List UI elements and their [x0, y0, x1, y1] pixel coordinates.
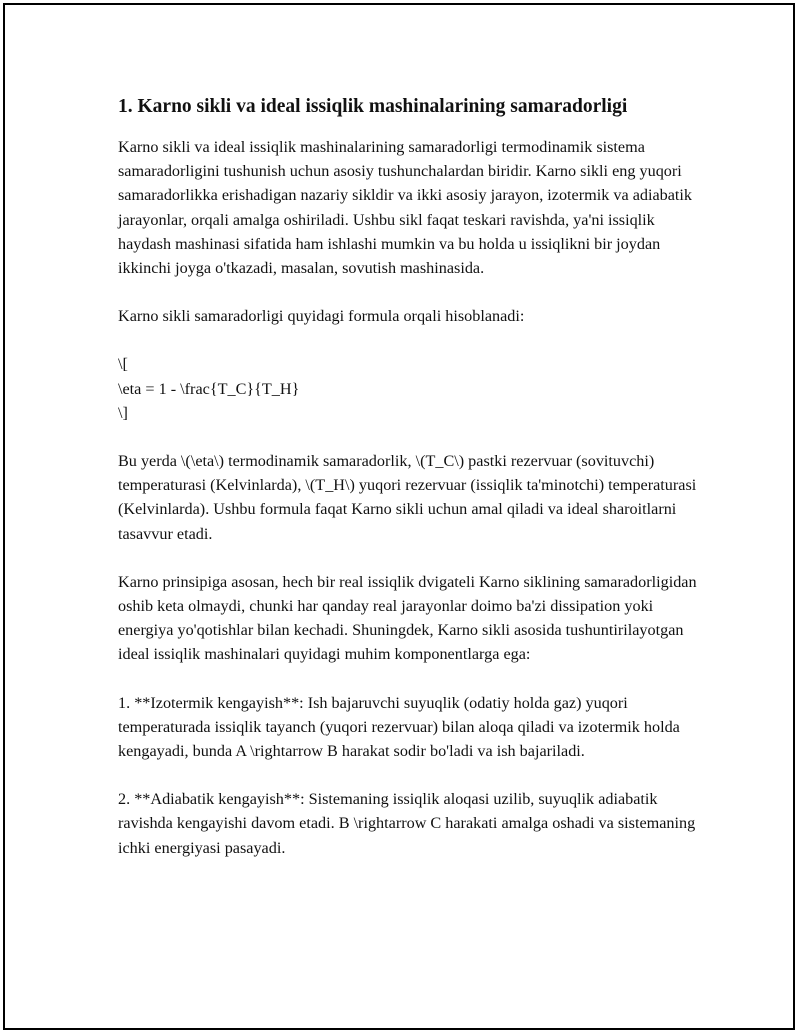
list-item-isothermal-expansion: 1. **Izotermik kengayish**: Ish bajaruvchi suyuqlik (odatiy holda gaz) yuqori temperaturada issiqlik tayanch (yuqori rezervuar) bilan aloqa qiladi va izotermik holda kengayadi, bunda A \rightarrow B harakat sodir bo'ladi va ish bajariladi. [118, 693, 680, 761]
carnot-principle-paragraph: Karno prinsipiga asosan, hech bir real issiqlik dvigateli Karno siklining samaradorligidan oshib keta olmaydi, chunki har qanday real jarayonlar doimo ba'zi dissipation yoki energiya yo'qotishlar bilan kechadi. Shuningdek, Karno sikli asosida tushuntirilayotgan ideal issiqlik mashinalari quyidagi muhim komponentlarga ega: [118, 572, 697, 664]
formula-block [118, 352, 698, 425]
list-item-adiabatic-expansion: 2. **Adiabatik kengayish**: Sistemaning issiqlik aloqasi uzilib, suyuqlik adiabatik ravishda kengayishi davom etadi. B \rightarrow C harakati amalga oshadi va sistemaning ichki energiyasi pasayadi. [118, 790, 696, 857]
formula-explanation-paragraph: Bu yerda \(\eta\) termodinamik samaradorlik, \(T_C\) pastki rezervuar (sovituvchi) temperaturasi (Kelvinlarda), \(T_H\) yuqori rezervuar (issiqlik ta'minotchi) temperaturasi (Kelvinlarda). Ushbu formula faqat Karno sikli uchun amal qiladi va ideal sharoitlarni tasavvur etadi. [118, 452, 697, 543]
formula-expression: \eta = 1 - \frac{T_C}{T_H} [118, 379, 300, 398]
intro-paragraph: Karno sikli va ideal issiqlik mashinalarining samaradorligi termodinamik sistema samaradorligini tushunish uchun asosiy tushunchalardan biridir. Karno sikli eng yuqori samaradorlikka erishadigan nazariy sikldir va ikki asosiy jarayon, izotermik va adiabatik jarayonlar, orqali amalga oshiriladi. Ushbu sikl faqat teskari ravishda, ya'ni issiqlik haydash mashinasi sifatida ham ishlashi mumkin va bu holda u issiqlikni bir joydan ikkinchi joyga o'tkazadi, masalan, sovutish mashinasida. [118, 138, 693, 278]
formula-intro-paragraph: Karno sikli samaradorligi quyidagi formula orqali hisoblanadi: [118, 307, 525, 326]
section-heading: 1. Karno sikli va ideal issiqlik mashinalarining samaradorligi [118, 96, 628, 117]
document-body [118, 93, 698, 884]
formula-close: \] [118, 403, 128, 422]
formula-open: \[ [118, 355, 128, 374]
